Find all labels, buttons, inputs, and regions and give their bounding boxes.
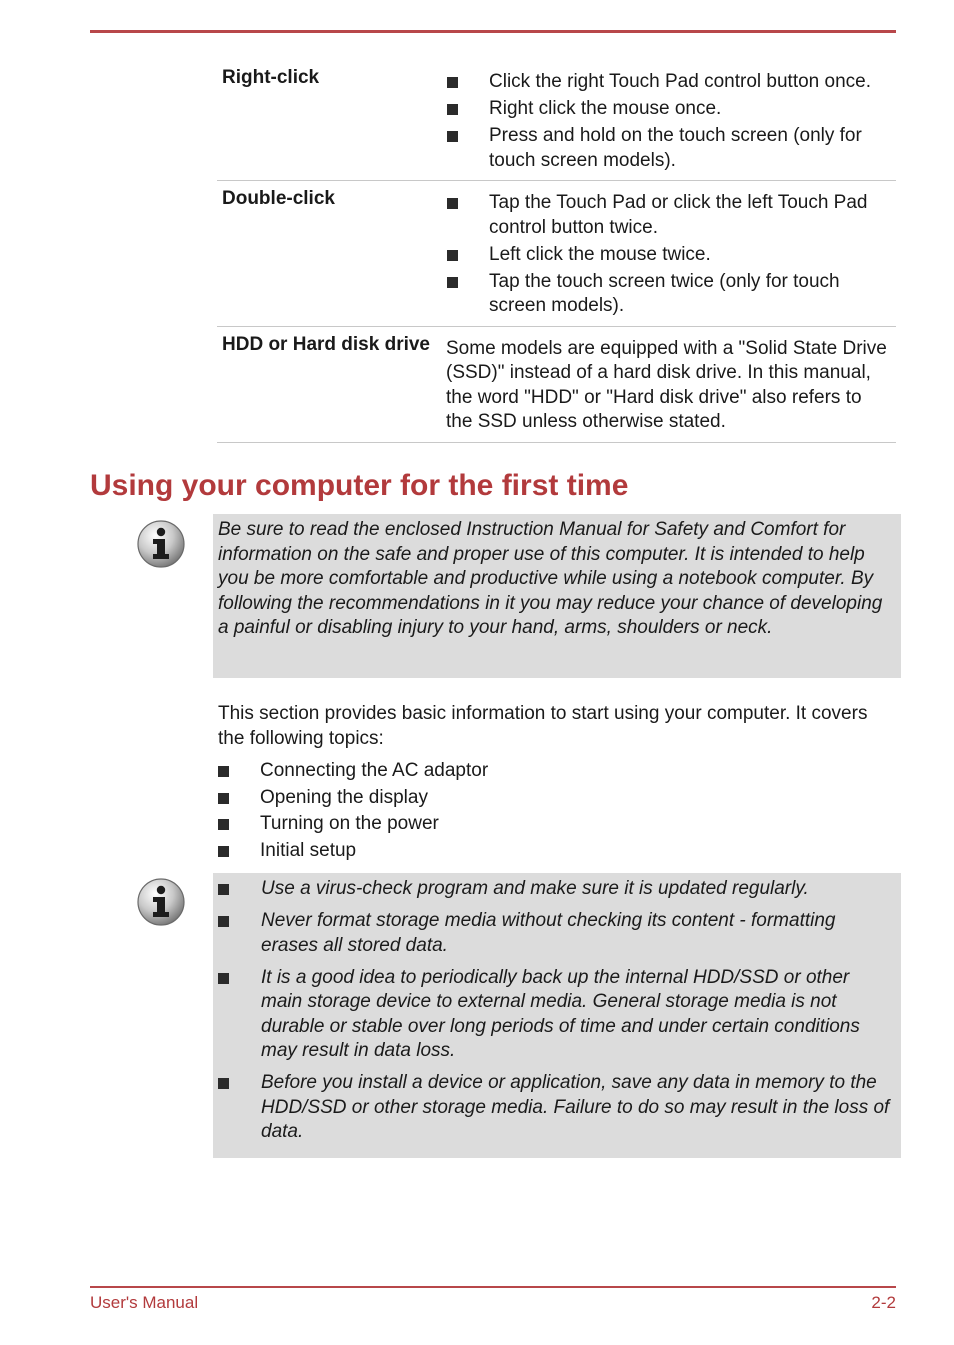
definition-row-double-click <box>217 181 896 327</box>
list-item: Right click the mouse once. <box>446 97 896 122</box>
definition-list <box>446 191 896 319</box>
term-double-click: Double-click <box>222 188 335 209</box>
list-item: Tap the Touch Pad or click the left Touch Pad control button twice. <box>446 191 896 240</box>
term-hdd: HDD or Hard disk drive <box>222 333 430 355</box>
footer-manual-title: User's Manual <box>90 1293 199 1312</box>
list-item: Connecting the AC adaptor <box>217 759 887 784</box>
section-title: Using your computer for the first time <box>90 469 629 502</box>
square-bullet-icon <box>447 104 458 115</box>
list-item: Press and hold on the touch screen (only for touch screen models). <box>446 124 896 173</box>
safety-note-text: Be sure to read the enclosed Instruction Manual for Safety and Comfort for information on the safe and proper use of this computer. It is intended to help you be more comfortable and productive while using a notebook computer. By following the recommendations in it you may reduce your chance of developing a painful or disabling injury to your hand, arms, shoulders or neck. <box>218 519 883 638</box>
square-bullet-icon <box>447 77 458 88</box>
list-item: Before you install a device or application, save any data in memory to the HDD/SSD or other storage media. Failure to do so may result in the loss of data. <box>217 1071 895 1145</box>
square-bullet-icon <box>218 819 229 830</box>
square-bullet-icon <box>447 198 458 209</box>
square-bullet-icon <box>218 1078 229 1089</box>
storage-note <box>213 873 901 1158</box>
list-item: Never format storage media without checking its content - formatting erases all stored data. <box>217 909 895 958</box>
list-item: Left click the mouse twice. <box>446 243 896 268</box>
info-icon <box>136 877 186 927</box>
definition-table <box>217 62 896 443</box>
term-right-click: Right-click <box>222 67 320 88</box>
square-bullet-icon <box>218 973 229 984</box>
topics-list <box>217 757 887 863</box>
info-icon <box>136 519 186 569</box>
list-item: Click the right Touch Pad control button once. <box>446 70 896 95</box>
square-bullet-icon <box>447 250 458 261</box>
definition-text: Some models are equipped with a "Solid State Drive (SSD)" instead of a hard disk drive. In this manual, the word "HDD" or "Hard disk drive" also refers to the SSD unless otherwise stated. <box>446 337 887 432</box>
square-bullet-icon <box>218 846 229 857</box>
intro-paragraph: This section provides basic information to start using your computer. It covers the following topics: <box>218 703 868 749</box>
square-bullet-icon <box>218 793 229 804</box>
definition-list <box>446 70 896 173</box>
definition-row-right-click <box>217 62 896 181</box>
list-item: Use a virus-check program and make sure it is updated regularly. <box>217 877 895 902</box>
safety-note <box>213 514 901 678</box>
square-bullet-icon <box>447 277 458 288</box>
definition-row-hdd <box>217 327 896 443</box>
square-bullet-icon <box>218 916 229 927</box>
header-rule <box>90 30 896 33</box>
square-bullet-icon <box>447 131 458 142</box>
square-bullet-icon <box>218 884 229 895</box>
list-item: Tap the touch screen twice (only for touch screen models). <box>446 270 896 319</box>
square-bullet-icon <box>218 766 229 777</box>
list-item: Opening the display <box>217 786 887 811</box>
list-item: Initial setup <box>217 839 887 864</box>
list-item: Turning on the power <box>217 812 887 837</box>
page-number: 2-2 <box>871 1293 896 1312</box>
list-item: It is a good idea to periodically back up the internal HDD/SSD or other main storage device to external media. General storage media is not durable or stable over long periods of time and under certain conditions may result in data loss. <box>217 966 895 1064</box>
footer-rule <box>90 1286 896 1288</box>
